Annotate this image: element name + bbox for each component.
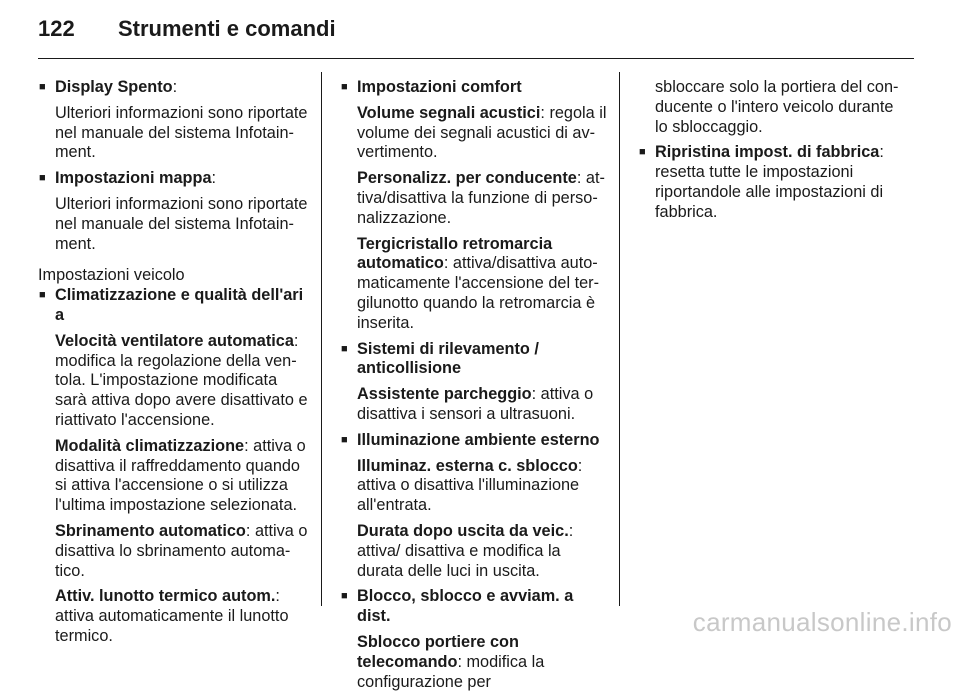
- page-title: Strumenti e comandi: [118, 16, 336, 41]
- list-item-map-settings: ■ Impostazioni mappa: Ulteriori informazioni sono riportate nel manuale del sistema Infotainment.: [38, 169, 310, 254]
- term-locking: Blocco, sblocco e avviam. a dist.: [357, 587, 574, 626]
- term-park-assist: Assistente parcheggio: [357, 385, 532, 404]
- list-item-climate: [38, 286, 310, 647]
- term-detection: Sistemi di rilevamento / anticollisione: [357, 339, 539, 378]
- term-climate: Climatizzazione e qualità dell'ari a: [55, 286, 304, 324]
- term-exit-light: Illuminaz. esterna c. sblocco: [357, 456, 578, 475]
- desc-remote-unlock: : modifica la configurazione per: [357, 652, 545, 691]
- desc-rear-window: : attiva automaticamente il lunotto termico.: [55, 587, 289, 645]
- term-climate-mode: Modalità climatizzazione: [55, 436, 245, 455]
- page-number: 122: [38, 16, 75, 41]
- column-divider-1: [321, 72, 322, 606]
- desc-exit-light: : attiva o disattiva l'illuminazione all'entrata.: [357, 456, 583, 515]
- desc-climate-mode: : attiva o disattiva il raffreddamento quando si attiva l'accensione o si utilizza l'ultima impostazione selezionata.: [55, 436, 306, 515]
- term-fan-speed: Velocità ventilatore automatica: [55, 331, 294, 350]
- term-personalize: Personalizz. per conducente: [357, 169, 577, 188]
- desc-rear-wiper: : attiva/disattiva automaticamente l'accensione del tergilunotto quando la retromarcia è inserita.: [357, 254, 600, 332]
- desc-display-off: Ulteriori informazioni sono riportate nel manuale del sistema Infotainment.: [55, 103, 308, 162]
- term-display-off: Display Spento: [55, 78, 173, 96]
- list-item-display-off: ■ Display Spento: Ulteriori informazioni sono riportate nel manuale del sistema Infotainment.: [38, 78, 310, 163]
- term-comfort: Impostazioni comfort: [357, 78, 522, 96]
- column-1: [38, 78, 310, 653]
- list-item-restore: [638, 143, 906, 222]
- term-auto-defrost: Sbrinamento automatico: [55, 521, 246, 540]
- column-divider-2: [619, 72, 620, 606]
- page-header: [38, 16, 922, 46]
- term-exterior-light: Illuminazione ambiente esterno: [357, 430, 600, 449]
- term-restore: Ripristina impost. di fabbrica: [655, 143, 880, 162]
- list-item-detection: [340, 340, 608, 425]
- list-item-exterior-light: [340, 431, 608, 582]
- desc-personalize: : attiva/disattiva la funzione di personalizzazione.: [357, 169, 605, 227]
- desc-park-assist: : attiva o disattiva i sensori a ultrasuoni.: [357, 385, 594, 423]
- term-remote-unlock: Sblocco portiere con telecomando: [357, 632, 519, 671]
- desc-auto-defrost: : attiva o disattiva lo sbrinamento automatico.: [55, 521, 308, 580]
- list-item-locking: [340, 587, 608, 692]
- term-exit-duration: Durata dopo uscita da veic.: [357, 521, 569, 540]
- header-rule: [38, 58, 914, 59]
- desc-exit-duration: : attiva/ disattiva e modifica la durata delle luci in uscita.: [357, 521, 574, 580]
- term-rear-window: Attiv. lunotto termico autom.: [55, 587, 276, 606]
- desc-chime-volume: : regola il volume dei segnali acustici di avvertimento.: [357, 103, 607, 162]
- column-3: [638, 78, 906, 229]
- section-heading-vehicle: Impostazioni veicolo: [38, 266, 185, 285]
- desc-map-settings: Ulteriori informazioni sono riportate nel manuale del sistema Infotainment.: [55, 194, 308, 253]
- list-item-comfort: [340, 78, 608, 334]
- term-chime-volume: Volume segnali acustici: [357, 103, 541, 122]
- watermark: carmanualsonline.info: [692, 607, 952, 637]
- continued-text: sbloccare solo la portiera del conducente o l'intero veicolo durante lo sbloccaggio.: [655, 78, 899, 136]
- desc-restore: : resetta tutte le impostazioni riportandole alle impostazioni di fabbrica.: [655, 143, 884, 221]
- column-2: [340, 78, 608, 698]
- term-map-settings: Impostazioni mappa: [55, 169, 212, 188]
- desc-fan-speed: : modifica la regolazione della ventola. L'impostazione modificata sarà attiva dopo avere disattivato e riattivato l'accensione.: [55, 331, 308, 429]
- term-rear-wiper: Tergicristallo retromarcia automatico: [357, 234, 553, 273]
